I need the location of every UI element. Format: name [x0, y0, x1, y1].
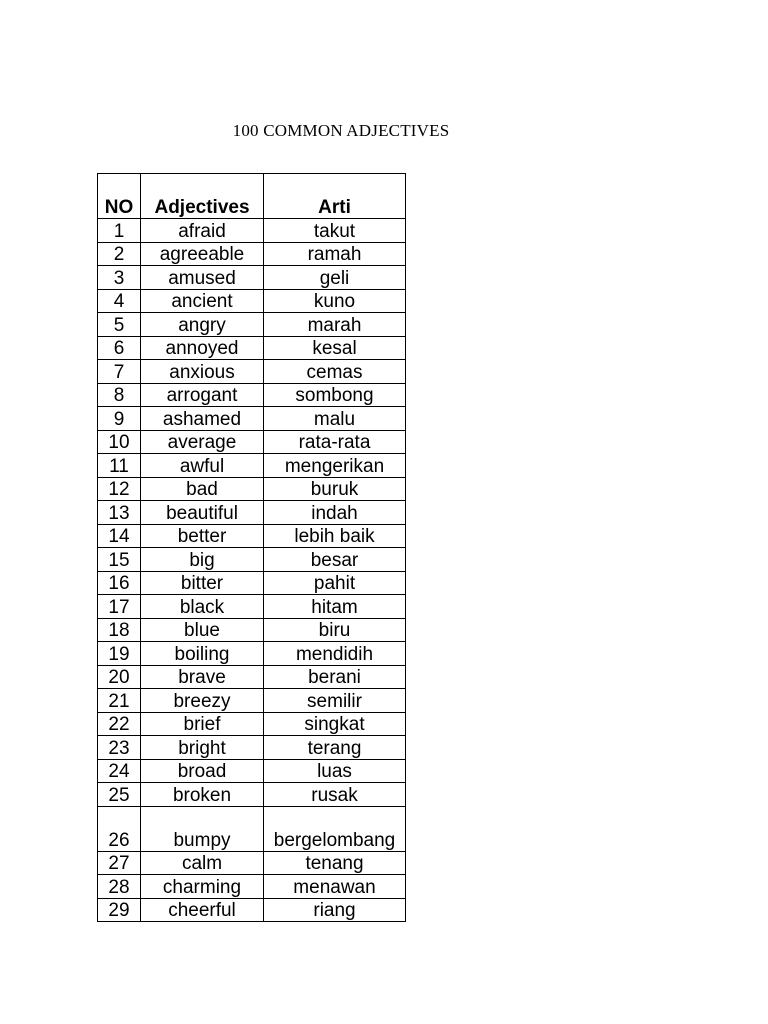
table-row [98, 477, 406, 501]
header-adjectives: Adjectives [141, 174, 264, 219]
cell-no: 15 [98, 548, 141, 572]
table-row [98, 454, 406, 478]
cell-adjective: cheerful [141, 898, 264, 922]
table-row [98, 642, 406, 666]
cell-adjective: amused [141, 266, 264, 290]
cell-no: 9 [98, 407, 141, 431]
cell-no: 19 [98, 642, 141, 666]
cell-arti: tenang [264, 851, 406, 875]
cell-arti: pahit [264, 571, 406, 595]
cell-arti: indah [264, 501, 406, 525]
cell-adjective: beautiful [141, 501, 264, 525]
table-row [98, 336, 406, 360]
cell-arti: cemas [264, 360, 406, 384]
table-row [98, 266, 406, 290]
cell-adjective: brief [141, 712, 264, 736]
cell-no: 1 [98, 219, 141, 243]
cell-no: 7 [98, 360, 141, 384]
table-row [98, 851, 406, 875]
table-row [98, 898, 406, 922]
table-row [98, 219, 406, 243]
cell-no: 28 [98, 875, 141, 899]
table-row [98, 430, 406, 454]
cell-no: 18 [98, 618, 141, 642]
cell-no: 14 [98, 524, 141, 548]
cell-arti: menawan [264, 875, 406, 899]
table-row [98, 383, 406, 407]
cell-arti: riang [264, 898, 406, 922]
cell-adjective: bad [141, 477, 264, 501]
cell-no: 10 [98, 430, 141, 454]
cell-arti: buruk [264, 477, 406, 501]
cell-arti: sombong [264, 383, 406, 407]
cell-adjective: breezy [141, 689, 264, 713]
cell-adjective: bright [141, 736, 264, 760]
table-row [98, 665, 406, 689]
cell-adjective: ancient [141, 289, 264, 313]
cell-no: 23 [98, 736, 141, 760]
cell-adjective: bumpy [141, 806, 264, 851]
cell-no: 20 [98, 665, 141, 689]
cell-adjective: broken [141, 783, 264, 807]
table-row [98, 242, 406, 266]
cell-no: 11 [98, 454, 141, 478]
cell-no: 25 [98, 783, 141, 807]
cell-arti: geli [264, 266, 406, 290]
cell-adjective: better [141, 524, 264, 548]
cell-arti: besar [264, 548, 406, 572]
cell-no: 12 [98, 477, 141, 501]
cell-arti: singkat [264, 712, 406, 736]
cell-no: 21 [98, 689, 141, 713]
cell-arti: biru [264, 618, 406, 642]
cell-arti: hitam [264, 595, 406, 619]
cell-arti: lebih baik [264, 524, 406, 548]
cell-no: 17 [98, 595, 141, 619]
adjectives-table [97, 173, 406, 922]
cell-no: 6 [98, 336, 141, 360]
table-row [98, 524, 406, 548]
cell-adjective: afraid [141, 219, 264, 243]
header-arti: Arti [264, 174, 406, 219]
table-row [98, 618, 406, 642]
cell-no: 27 [98, 851, 141, 875]
cell-arti: terang [264, 736, 406, 760]
cell-arti: rusak [264, 783, 406, 807]
cell-no: 8 [98, 383, 141, 407]
table-row [98, 595, 406, 619]
cell-adjective: calm [141, 851, 264, 875]
cell-no: 22 [98, 712, 141, 736]
table-row [98, 689, 406, 713]
cell-no: 2 [98, 242, 141, 266]
cell-arti: bergelombang [264, 806, 406, 851]
cell-adjective: agreeable [141, 242, 264, 266]
cell-no: 4 [98, 289, 141, 313]
cell-arti: mengerikan [264, 454, 406, 478]
table-row [98, 759, 406, 783]
cell-arti: kesal [264, 336, 406, 360]
cell-adjective: boiling [141, 642, 264, 666]
cell-adjective: big [141, 548, 264, 572]
document-title: 100 COMMON ADJECTIVES [232, 121, 450, 140]
cell-adjective: anxious [141, 360, 264, 384]
cell-arti: kuno [264, 289, 406, 313]
cell-adjective: ashamed [141, 407, 264, 431]
table-row [98, 501, 406, 525]
cell-adjective: arrogant [141, 383, 264, 407]
cell-adjective: annoyed [141, 336, 264, 360]
table-row [98, 360, 406, 384]
cell-arti: takut [264, 219, 406, 243]
cell-adjective: angry [141, 313, 264, 337]
table-row [98, 806, 406, 851]
cell-adjective: black [141, 595, 264, 619]
cell-no: 26 [98, 806, 141, 851]
cell-no: 24 [98, 759, 141, 783]
table-row [98, 571, 406, 595]
table-row [98, 875, 406, 899]
table-row [98, 407, 406, 431]
table-row [98, 313, 406, 337]
table-header-row [98, 174, 406, 219]
cell-adjective: brave [141, 665, 264, 689]
cell-no: 5 [98, 313, 141, 337]
cell-adjective: average [141, 430, 264, 454]
cell-arti: luas [264, 759, 406, 783]
table-row [98, 712, 406, 736]
cell-arti: mendidih [264, 642, 406, 666]
table-row [98, 783, 406, 807]
cell-no: 3 [98, 266, 141, 290]
cell-arti: semilir [264, 689, 406, 713]
cell-adjective: awful [141, 454, 264, 478]
header-no: NO [98, 174, 141, 219]
cell-no: 29 [98, 898, 141, 922]
cell-no: 13 [98, 501, 141, 525]
cell-arti: malu [264, 407, 406, 431]
table-row [98, 548, 406, 572]
cell-adjective: bitter [141, 571, 264, 595]
table-row [98, 289, 406, 313]
cell-arti: marah [264, 313, 406, 337]
cell-adjective: broad [141, 759, 264, 783]
cell-adjective: charming [141, 875, 264, 899]
cell-arti: rata-rata [264, 430, 406, 454]
cell-adjective: blue [141, 618, 264, 642]
cell-no: 16 [98, 571, 141, 595]
table-body [98, 219, 406, 922]
cell-arti: berani [264, 665, 406, 689]
cell-arti: ramah [264, 242, 406, 266]
table-row [98, 736, 406, 760]
